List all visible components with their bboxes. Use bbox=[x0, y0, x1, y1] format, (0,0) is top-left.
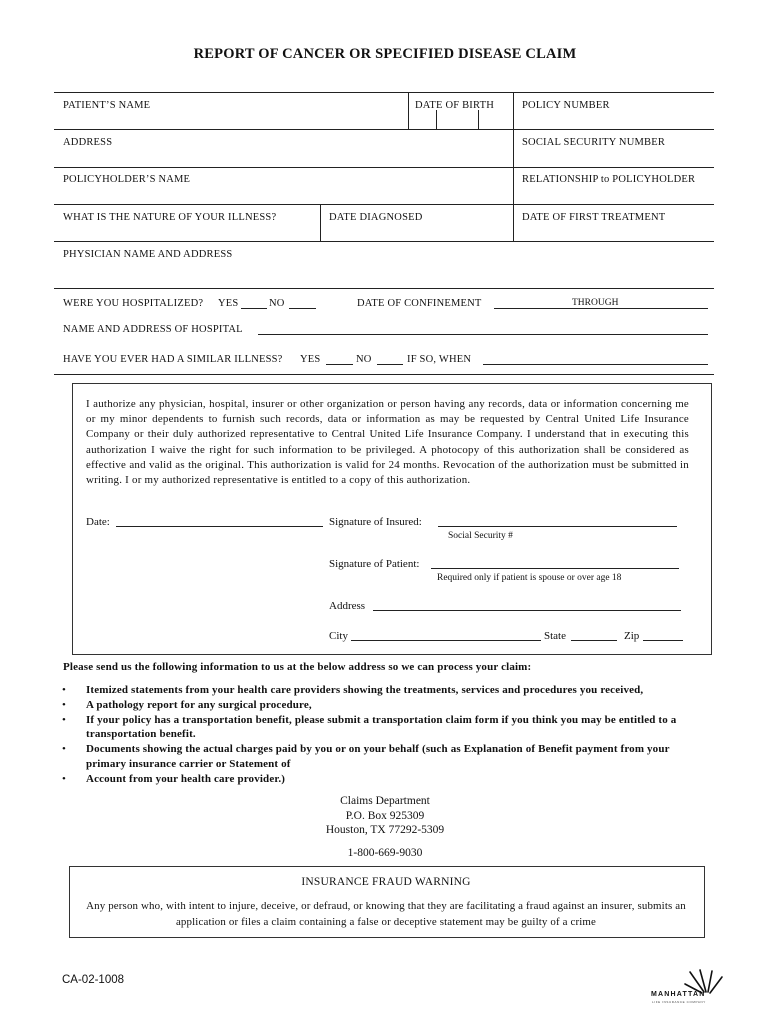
state-line[interactable] bbox=[571, 640, 617, 641]
if-so-when-blank[interactable] bbox=[483, 364, 708, 365]
hospitalized-no-blank[interactable] bbox=[289, 308, 316, 309]
city-line[interactable] bbox=[351, 640, 541, 641]
form-rule bbox=[54, 129, 714, 130]
if-so-when-label: IF SO, WHEN bbox=[407, 354, 472, 365]
form-divider bbox=[513, 93, 514, 241]
patient-name-field[interactable]: PATIENT’S NAME bbox=[63, 100, 151, 111]
hospital-label: NAME AND ADDRESS OF HOSPITAL bbox=[63, 324, 243, 335]
address-field[interactable]: ADDRESS bbox=[63, 137, 113, 148]
city-label: City bbox=[329, 630, 348, 642]
similar-yes-label: YES bbox=[300, 354, 321, 365]
state-label: State bbox=[544, 630, 566, 642]
hospitalized-yes-label: YES bbox=[218, 298, 239, 309]
hospitalized-no-label: NO bbox=[269, 298, 285, 309]
form-divider bbox=[320, 205, 321, 241]
hospitalized-yes-blank[interactable] bbox=[241, 308, 267, 309]
hospital-blank[interactable] bbox=[258, 334, 708, 335]
fraud-warning-text: Any person who, with intent to injure, deceive, or defraud, or knowing that they are facilitating a fraud against an insurer, submits an application or files a claim containing a false or deceptive statement may be guilty of a crime bbox=[86, 900, 686, 928]
list-item: • A pathology report for any surgical procedure, bbox=[62, 698, 712, 713]
ssn-sub-label: Social Security # bbox=[448, 531, 513, 541]
similar-no-label: NO bbox=[356, 354, 372, 365]
first-treatment-field[interactable]: DATE OF FIRST TREATMENT bbox=[522, 212, 666, 223]
signature-patient-line[interactable] bbox=[431, 568, 679, 569]
form-code: CA-02-1008 bbox=[62, 974, 125, 986]
logo-subtitle: LIFE INSURANCE COMPANY bbox=[652, 1000, 706, 1004]
po-box: P.O. Box 925309 bbox=[345, 810, 425, 822]
similar-no-blank[interactable] bbox=[377, 364, 403, 365]
date-signature-line[interactable] bbox=[116, 526, 323, 527]
list-item: • Account from your health care provider.) bbox=[62, 772, 712, 787]
relationship-field[interactable]: RELATIONSHIP to POLICYHOLDER bbox=[522, 174, 696, 185]
form-divider bbox=[408, 93, 409, 129]
hospitalized-label: WERE YOU HOSPITALIZED? bbox=[63, 298, 204, 309]
confinement-blank[interactable] bbox=[494, 308, 708, 309]
list-item: • Itemized statements from your health care providers showing the treatments, services and procedures you received, bbox=[62, 683, 712, 698]
physician-field[interactable]: PHYSICIAN NAME AND ADDRESS bbox=[63, 249, 233, 260]
instructions-heading: Please send us the following information to us at the below address so we can process your claim: bbox=[63, 661, 532, 673]
authorization-text: I authorize any physician, hospital, insurer or other organization or person having any records, data or information concerning me or my minor dependents to furnish such records, data or information as may be requested by Central United Life Insurance Company or their duly authorized representative to Central United Life Insurance Company. I understand that in executing this authorization I waive the right for such information to be privileged. A photocopy of this authorization shall be considered as effective and valid as the original. This authorization is valid for 24 months. Revocation of the authorization must be submitted in writing. I or my authorized representative is entitled to a copy of this authorization. bbox=[86, 398, 689, 487]
date-of-birth-field[interactable]: DATE OF BIRTH bbox=[415, 100, 494, 111]
city-state-zip: Houston, TX 77292-5309 bbox=[325, 824, 445, 836]
fraud-warning-title: INSURANCE FRAUD WARNING bbox=[301, 876, 471, 888]
phone-number: 1-800-669-9030 bbox=[347, 847, 423, 859]
dob-divider bbox=[436, 110, 437, 129]
list-item: • If your policy has a transportation benefit, please submit a transportation claim form if you think you may be entitled to a transportation benefit. bbox=[62, 713, 712, 743]
form-rule bbox=[54, 167, 714, 168]
page-title: REPORT OF CANCER OR SPECIFIED DISEASE CLAIM bbox=[193, 46, 577, 62]
address-sig-line[interactable] bbox=[373, 610, 681, 611]
form-rule bbox=[54, 288, 714, 289]
signature-insured-line[interactable] bbox=[438, 526, 677, 527]
confinement-label: DATE OF CONFINEMENT bbox=[357, 298, 482, 309]
logo-wordmark: MANHATTAN bbox=[651, 991, 706, 998]
date-label: Date: bbox=[86, 516, 110, 528]
list-item: • Documents showing the actual charges paid by you or on your behalf (such as Explanation of Benefit payment from your primary insurance carrier or Statement of bbox=[62, 742, 712, 772]
similar-illness-label: HAVE YOU EVER HAD A SIMILAR ILLNESS? bbox=[63, 354, 283, 365]
through-label: THROUGH bbox=[572, 298, 619, 308]
instructions-list bbox=[62, 683, 712, 787]
claims-dept: Claims Department bbox=[340, 795, 430, 807]
illness-nature-field[interactable]: WHAT IS THE NATURE OF YOUR ILLNESS? bbox=[63, 212, 277, 223]
policy-number-field[interactable]: POLICY NUMBER bbox=[522, 100, 610, 111]
date-diagnosed-field[interactable]: DATE DIAGNOSED bbox=[329, 212, 423, 223]
patient-note: Required only if patient is spouse or over age 18 bbox=[437, 573, 622, 583]
dob-divider bbox=[478, 110, 479, 129]
similar-yes-blank[interactable] bbox=[326, 364, 353, 365]
form-rule bbox=[54, 204, 714, 205]
policyholder-name-field[interactable]: POLICYHOLDER’S NAME bbox=[63, 174, 191, 185]
form-rule bbox=[54, 241, 714, 242]
form-rule bbox=[54, 92, 714, 93]
ssn-field[interactable]: SOCIAL SECURITY NUMBER bbox=[522, 137, 666, 148]
address-sig-label: Address bbox=[329, 600, 366, 612]
signature-insured-label: Signature of Insured: bbox=[329, 516, 422, 528]
zip-label: Zip bbox=[624, 630, 640, 642]
zip-line[interactable] bbox=[643, 640, 683, 641]
form-rule bbox=[54, 374, 714, 375]
signature-patient-label: Signature of Patient: bbox=[329, 558, 420, 570]
